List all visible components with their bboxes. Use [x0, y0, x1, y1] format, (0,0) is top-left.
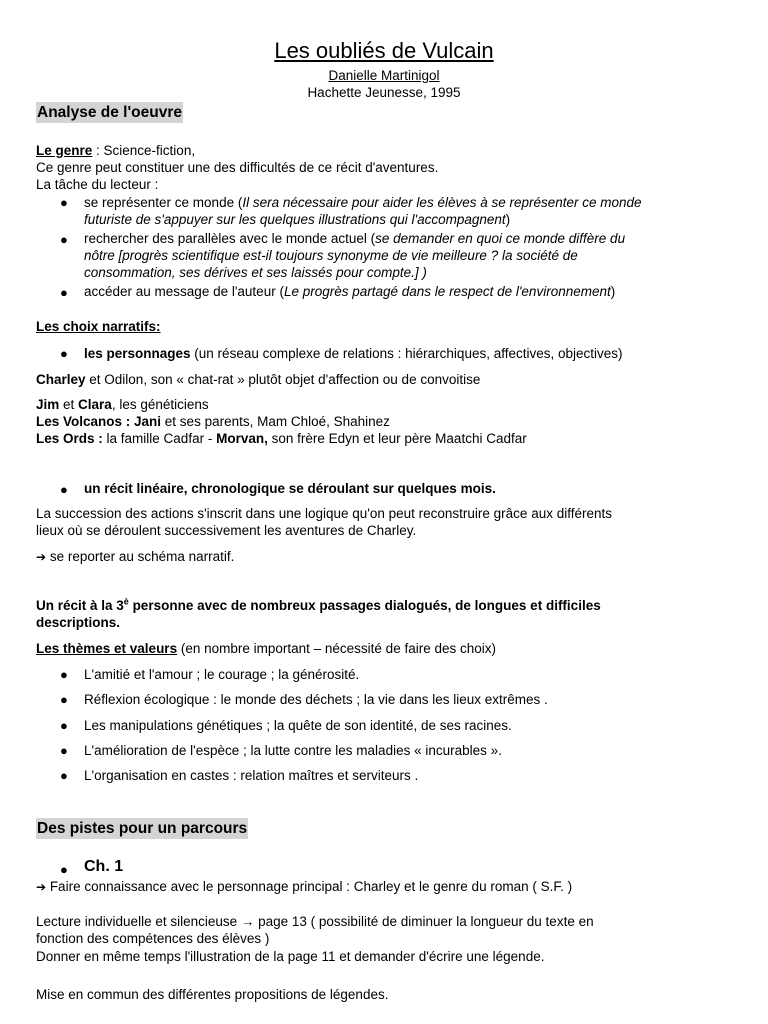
task-2-lead: rechercher des parallèles avec le monde actuel ( — [84, 231, 376, 246]
publisher-line: Hachette Jeunesse, 1995 — [307, 85, 461, 100]
task-item-1-line1 — [84, 194, 642, 211]
theme-item: L'amélioration de l'espèce ; la lutte contre les maladies « incurables ». — [84, 743, 502, 758]
charley-name: Charley — [36, 372, 86, 387]
clara-name: Clara — [78, 397, 112, 412]
morvan-name: Morvan, — [216, 431, 268, 446]
personne-line-2: descriptions. — [36, 615, 121, 630]
ords-text-1: la famille Cadfar - — [102, 431, 217, 446]
succession-line-2: lieux où se déroulent successivement les aventures de Charley. — [36, 523, 417, 538]
theme-item: L'amitié et l'amour ; le courage ; la générosité. — [84, 667, 360, 682]
task-item-2-line1 — [84, 230, 625, 247]
schema-line — [36, 548, 234, 566]
personnages-desc: (un réseau complexe de relations : hiérarchiques, affectives, objectives) — [190, 346, 623, 361]
task-1-italic1: Il sera nécessaire pour aider les élèves à se représenter ce monde — [242, 195, 642, 210]
genre-line — [36, 142, 195, 159]
volcanos-label: Les Volcanos : Jani — [36, 414, 162, 429]
bullet-icon: ● — [60, 285, 68, 300]
bullet-icon: ● — [60, 743, 68, 758]
choix-heading: Les choix narratifs: — [36, 319, 161, 334]
jim-clara-line — [36, 396, 209, 413]
personne-superscript: è — [123, 596, 129, 607]
task-item-2-line2: nôtre [progrès scientifique est-il toujours synonyme de vie meilleure ? la société de — [84, 248, 578, 263]
theme-item: Réflexion écologique : le monde des déchets ; la vie dans les lieux extrêmes . — [84, 692, 548, 707]
theme-item: L'organisation en castes : relation maîtres et serviteurs . — [84, 768, 419, 783]
ords-text-2: son frère Edyn et leur père Maatchi Cadfar — [267, 431, 527, 446]
chapter-1-heading: Ch. 1 — [84, 858, 124, 875]
bullet-icon: ● — [60, 346, 68, 361]
task-3-lead: accéder au message de l'auteur ( — [84, 284, 284, 299]
task-1-lead: se représenter ce monde ( — [84, 195, 243, 210]
lecture-line-1: Lecture individuelle et silencieuse → page 13 ( possibilité de diminuer la longueur du texte en — [36, 914, 594, 929]
ords-label: Les Ords : — [36, 431, 103, 446]
ch1-intro-line — [36, 878, 572, 896]
et-text: et — [59, 397, 79, 412]
personne-text-b: personne avec de nombreux passages dialogués, de longues et difficiles — [128, 598, 601, 613]
mise-en-commun-line: Mise en commun des différentes propositions de légendes. — [36, 987, 389, 1002]
personnages-label: les personnages — [84, 346, 191, 361]
task-3-italic1: Le progrès partagé dans le respect de l'environnement — [283, 284, 611, 299]
bullet-icon: ● — [60, 718, 68, 733]
bullet-icon: ● — [60, 768, 68, 783]
task-item-1-line2 — [84, 211, 510, 228]
ords-line — [36, 430, 527, 447]
bullet-icon: ● — [60, 692, 68, 707]
section-heading-analyse: Analyse de l'oeuvre — [37, 104, 182, 121]
charley-text: et Odilon, son « chat-rat » plutôt objet d'affection ou de convoitise — [85, 372, 481, 387]
volcanos-text: et ses parents, Mam Chloé, Shahinez — [161, 414, 390, 429]
bullet-icon: ● — [60, 862, 68, 877]
themes-line — [36, 640, 496, 657]
theme-item: Les manipulations génétiques ; la quête de son identité, de ses racines. — [84, 718, 512, 733]
genre-value: : Science-fiction, — [92, 143, 196, 158]
task-item-2-line3: consommation, ses dérives et ses laissés pour compte.] ) — [84, 265, 427, 280]
section-heading-pistes: Des pistes pour un parcours — [37, 820, 248, 837]
jim-name: Jim — [36, 397, 60, 412]
personnages-line — [84, 345, 623, 362]
succession-line-1: La succession des actions s'inscrit dans une logique qu'on peut reconstruire grâce aux différents — [36, 506, 612, 521]
task-2-italic1: se demander en quoi ce monde diffère du — [375, 231, 626, 246]
task-3-tail: ) — [610, 284, 616, 299]
charley-line — [36, 371, 480, 388]
author-name: Danielle Martinigol — [328, 68, 440, 83]
task-1-italic2: futuriste de s'appuyer sur les quelques illustrations qui l'accompagnent — [84, 212, 506, 227]
themes-desc: (en nombre important – nécessité de faire des choix) — [177, 641, 496, 656]
ch1-intro-text: Faire connaissance avec le personnage principal : Charley et le genre du roman ( S.F. ) — [46, 879, 573, 894]
document-title: Les oubliés de Vulcain — [274, 38, 494, 63]
arrow-right-icon: ➔ — [36, 880, 47, 894]
bullet-icon: ● — [60, 232, 68, 247]
lecture-line-2: fonction des compétences des élèves ) — [36, 931, 270, 946]
bullet-icon: ● — [60, 195, 68, 210]
personne-text-a: Un récit à la 3 — [36, 598, 124, 613]
bullet-icon: ● — [60, 667, 68, 682]
arrow-right-icon: ➔ — [36, 550, 47, 564]
illustration-line: Donner en même temps l'illustration de la page 11 et demander d'écrire une légende. — [36, 949, 545, 964]
volcanos-line — [36, 413, 390, 430]
task-1-tail: ) — [505, 212, 511, 227]
task-item-3 — [84, 283, 615, 300]
themes-label: Les thèmes et valeurs — [36, 641, 178, 656]
bullet-icon: ● — [60, 482, 68, 497]
task-label: La tâche du lecteur : — [36, 177, 159, 192]
personne-line-1 — [36, 597, 601, 614]
genre-description: Ce genre peut constituer une des difficultés de ce récit d'aventures. — [36, 160, 439, 175]
schema-text: se reporter au schéma narratif. — [46, 549, 235, 564]
genre-label: Le genre — [36, 143, 93, 158]
recit-line: un récit linéaire, chronologique se déroulant sur quelques mois. — [84, 481, 496, 496]
geneticiens-text: , les généticiens — [111, 397, 209, 412]
